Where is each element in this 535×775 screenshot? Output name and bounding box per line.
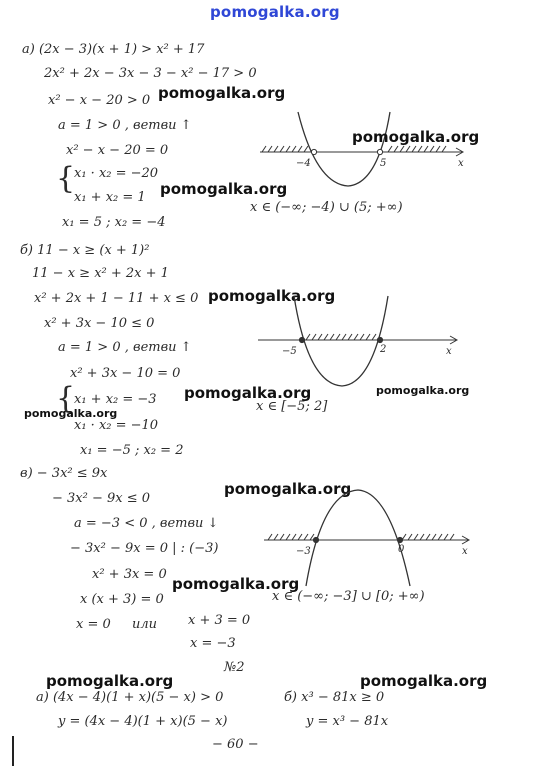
watermark: pomogalka.org — [376, 384, 470, 397]
root-label-right: 5 — [380, 158, 387, 169]
parabola-graph-v — [262, 490, 492, 590]
root-point — [311, 149, 316, 154]
root-point — [299, 337, 304, 342]
shaded-region — [306, 334, 376, 340]
part-v-root-2: x = −3 — [190, 636, 236, 651]
parabola-curve — [306, 490, 410, 586]
root-label-right: 2 — [380, 344, 387, 355]
part-a-roots: x₁ = 5 ; x₂ = −4 — [62, 215, 166, 230]
part-a-simplified: x² − x − 20 > 0 — [48, 93, 151, 108]
root-point — [377, 149, 382, 154]
part-b-condition: б) 11 − x ≥ (x + 1)² — [20, 243, 150, 258]
part-a-answer: x ∈ (−∞; −4) ∪ (5; +∞) — [250, 200, 403, 215]
system-brace: { — [56, 381, 76, 416]
watermark: pomogalka.org — [24, 407, 118, 420]
root-point — [313, 537, 318, 542]
part-v-move: − 3x² − 9x ≤ 0 — [52, 491, 151, 506]
task2-b-function: y = x³ − 81x — [306, 714, 389, 729]
left-margin-mark — [12, 736, 14, 766]
part-a-equation: x² − x − 20 = 0 — [66, 143, 169, 158]
part-a-condition: а) (2x − 3)(x + 1) > x² + 17 — [22, 42, 205, 57]
root-label-left: −5 — [282, 346, 297, 357]
task2-a-function: y = (4x − 4)(1 + x)(5 − x) — [58, 714, 228, 729]
part-v-answer: x ∈ (−∞; −3] ∪ [0; +∞) — [272, 589, 425, 604]
system-brace: { — [56, 161, 76, 196]
part-v-root-1: x = 0 — [76, 617, 111, 632]
root-label-left: −4 — [296, 158, 311, 169]
watermark: pomogalka.org — [158, 84, 286, 102]
part-v-condition: в) − 3x² ≤ 9x — [20, 466, 108, 481]
part-v-branches: a = −3 < 0 , ветви ↓ — [74, 516, 219, 531]
part-b-expand: 11 − x ≥ x² + 2x + 1 — [32, 266, 169, 281]
watermark: pomogalka.org — [224, 480, 352, 498]
part-b-simplified: x² + 3x − 10 ≤ 0 — [44, 316, 155, 331]
part-v-factor-equation: x + 3 = 0 — [188, 613, 251, 628]
watermark: pomogalka.org — [46, 672, 174, 690]
site-watermark-header: pomogalka.org — [210, 3, 340, 21]
watermark: pomogalka.org — [160, 180, 288, 198]
part-a-vieta-sum: x₁ + x₂ = 1 — [74, 190, 146, 205]
axis-label: x — [458, 158, 464, 169]
parabola-curve — [294, 296, 388, 386]
part-v-divided: x² + 3x = 0 — [92, 567, 167, 582]
part-a-branches: a = 1 > 0 , ветви ↑ — [58, 118, 192, 133]
shaded-region-left — [268, 534, 314, 540]
part-v-equation: − 3x² − 9x = 0 | : (−3) — [70, 541, 219, 556]
parabola-graph-a — [256, 108, 486, 208]
part-v-factored: x (x + 3) = 0 — [80, 592, 164, 607]
shaded-region-right — [388, 146, 446, 152]
watermark: pomogalka.org — [184, 384, 312, 402]
part-a-expand: 2x² + 2x − 3x − 3 − x² − 17 > 0 — [44, 66, 257, 81]
part-b-roots: x₁ = −5 ; x₂ = 2 — [80, 443, 184, 458]
root-label-left: −3 — [296, 546, 311, 557]
part-a-vieta-product: x₁ · x₂ = −20 — [74, 166, 159, 181]
axis-label: x — [462, 546, 468, 557]
part-b-answer: x ∈ [−5; 2] — [256, 399, 328, 414]
task2-a-inequality: а) (4x − 4)(1 + x)(5 − x) > 0 — [36, 690, 224, 705]
part-b-branches: a = 1 > 0 , ветви ↑ — [58, 340, 192, 355]
root-point — [397, 537, 402, 542]
part-b-vieta-product: x₁ · x₂ = −10 — [74, 418, 159, 433]
watermark: pomogalka.org — [172, 575, 300, 593]
root-label-right: 0 — [398, 544, 405, 555]
task-number: №2 — [224, 660, 245, 675]
watermark: pomogalka.org — [352, 128, 480, 146]
part-b-move: x² + 2x + 1 − 11 + x ≤ 0 — [34, 291, 199, 306]
part-b-equation: x² + 3x − 10 = 0 — [70, 366, 181, 381]
axis-label: x — [446, 346, 452, 357]
part-b-vieta-sum: x₁ + x₂ = −3 — [74, 392, 157, 407]
part-v-or: или — [132, 617, 158, 632]
task2-b-inequality: б) x³ − 81x ≥ 0 — [284, 690, 385, 705]
root-point — [377, 337, 382, 342]
shaded-region-right — [402, 534, 454, 540]
watermark: pomogalka.org — [208, 287, 336, 305]
parabola-curve — [298, 112, 390, 186]
shaded-region-left — [262, 146, 308, 152]
watermark: pomogalka.org — [360, 672, 488, 690]
page-number: − 60 − — [212, 737, 259, 752]
